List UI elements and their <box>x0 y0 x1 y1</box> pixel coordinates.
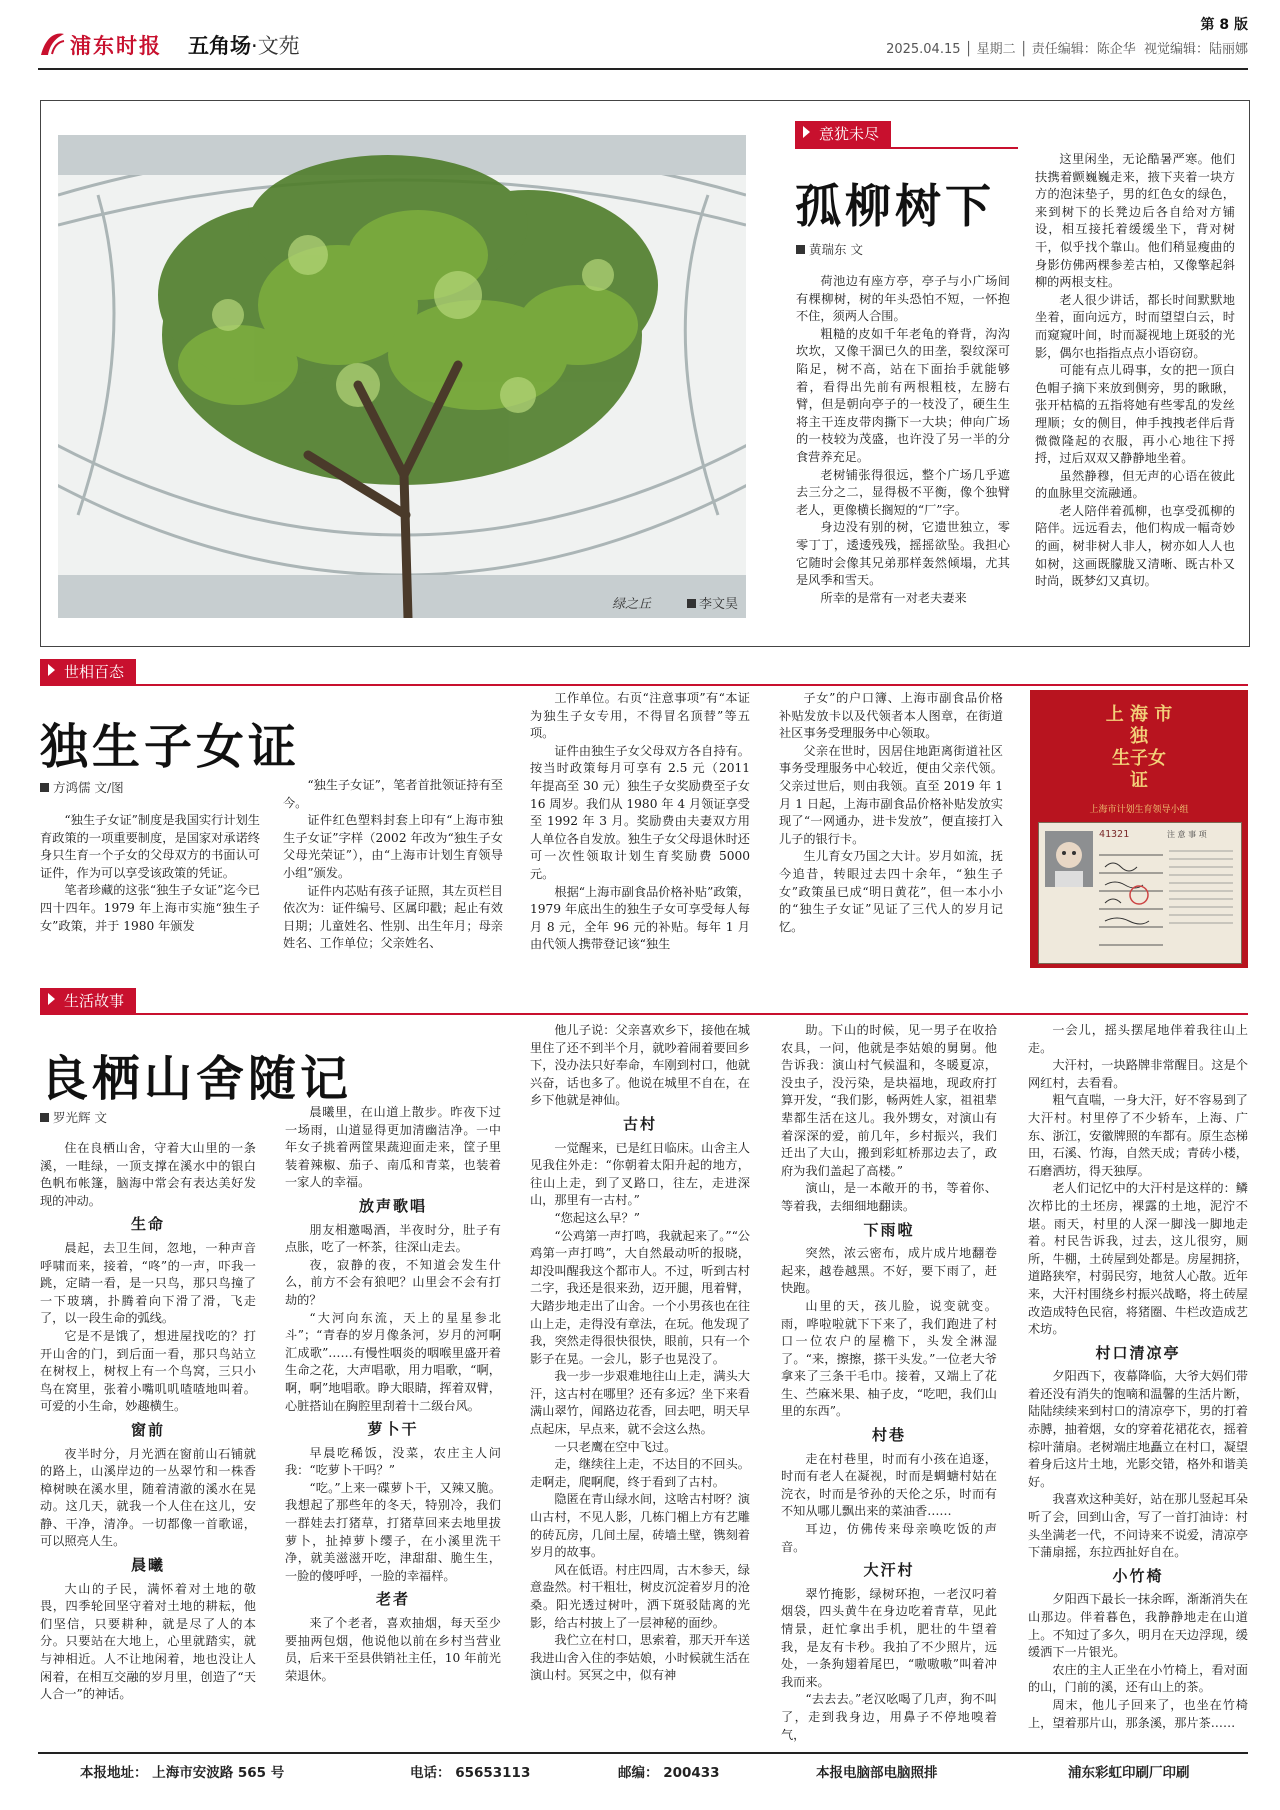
liangqi-column-5 <box>1028 1022 1248 1732</box>
photo-credit-name: 李文昊 <box>698 597 738 612</box>
paragraph: 翠竹掩影，绿树环抱，一老汉叼着烟袋，四头黄牛在身边吃着青草，见此情景，赶忙拿出手机，肥壮的牛望着我，是友有卡秒。我拍了不少照片，远处，一条狗翅着尾巴，“嗷嗷嗷”叫着冲我而来。 <box>781 1586 997 1689</box>
willow-column-2 <box>1035 151 1235 591</box>
subheading: 下雨啦 <box>863 1220 915 1239</box>
paragraph: 笔者珍藏的这张“独生子女证”迄今已四十四年。1979 年上海市实施“独生子女”政策，并于 1980 年颁发 <box>40 883 260 933</box>
byline-text-2: 方鸿儒 文/图 <box>53 780 124 795</box>
cert-column-2 <box>283 777 503 953</box>
paragraph: 隐匿在青山绿水间，这啥古村呀？演山古村，不见人影，几栋门楣上方有艺雕的砖瓦房，几间土屋，砖墙土壁，镌刻着岁月的故事。 <box>530 1492 750 1560</box>
tag-rule-3 <box>40 1013 1248 1015</box>
subheading: 古村 <box>622 1114 657 1133</box>
paragraph: 来了个老者，喜欢抽烟，每天至少要抽两包烟，他说他以前在乡村当营业员，后来干至县供销社主任，10 年前光荣退休。 <box>285 1616 501 1683</box>
paragraph: “独生子女证”，笔者首批领证持有至今。 <box>283 778 503 810</box>
section-separator: · <box>251 34 258 58</box>
paragraph: 一只老鹰在空中飞过。 <box>554 1439 677 1454</box>
paragraph: 根据“上海市副食品价格补贴”政策，1979 年底出生的独生子女可享受每人每月 8 元，全年 96 元的补贴。每年 1 月由代领人携带登记该“独生 <box>530 884 750 952</box>
cert-inner-title: 注 意 事 项 <box>1167 830 1207 839</box>
paragraph: 老人很少讲话，都长时间默默地坐着，面向远方，时而望望白云，时而窥窥叶间，时而凝视地上斑驳的光影，偶尔也指指点点小语窃窃。 <box>1035 292 1235 360</box>
paragraph: 一觉醒来，已是红日临床。山舍主人见我住外走：“你朝着太阳升起的地方，往山上走，到了叉路口，往左，走进深山，那里有一古村。” <box>530 1140 750 1208</box>
subheading: 晨曦 <box>130 1556 165 1575</box>
cert-cover-line4: 证 <box>1130 770 1148 791</box>
section-name <box>188 30 300 60</box>
paragraph: 走在村巷里，时而有小孩在追逐，时而有老人在凝视，时而是蜩螗村姑在浣衣，时而是爷孙的天伦之乐，时而有不知从哪儿飘出来的菜油香…… <box>781 1451 997 1519</box>
paragraph: 走，继续往上走，不达目的不回头。走啊走，爬啊爬，终于看到了古村。 <box>530 1457 750 1489</box>
newspaper-name: 浦东时报 <box>70 33 162 58</box>
cert-column-4 <box>779 690 1003 936</box>
paragraph: 我伫立在村口，思索着，那天开车送我进山舍入住的李姑娘，小时候就生活在演山村。冥冥之中，似有神 <box>530 1633 750 1683</box>
photo-credit <box>687 593 738 612</box>
paragraph: “大河向东流，天上的星星参北斗”；“青春的岁月像条河，岁月的河啊汇成歌”……有慢性咽炎的咽喉里盛开着生命之花，大声唱歌，用力唱歌，“啊，啊，啊”地唱歌。睁大眼睛，挥着双臂，心脏搭讪在胸腔里刮着十二级台风。 <box>285 1310 501 1413</box>
masthead <box>38 17 1248 68</box>
paragraph: 夕阳西下最长一抹余晖，渐渐消失在山那边。伴着暮色，我静静地走在山道上。不知过了多久，明月在天边浮现，缓缓洒下一片银光。 <box>1028 1592 1248 1660</box>
byline-fang <box>40 778 124 796</box>
visual-editor-credit: 视觉编辑：陆丽娜 <box>1143 42 1248 57</box>
paragraph: 父亲在世时，因居住地距离街道社区事务受理服务中心较近，便由父亲代领。父亲过世后，则由我领。直至 2019 年 1 月 1 日起，上海市副食品价格补贴发放实现了“一网通办，进卡发放”，便直接打入儿子的银行卡。 <box>779 743 1003 846</box>
willow-column-1 <box>796 273 1010 607</box>
cert-cover-line2: 独 <box>1130 726 1148 747</box>
editor-credit: 责任编辑：陈企华 <box>1031 42 1136 57</box>
paragraph: 朋友相邀喝酒，半夜时分，肚子有点胀，吃了一杯茶，往深山走去。 <box>285 1222 501 1255</box>
page-number: 第 8 版 <box>1200 17 1248 33</box>
cert-number: 41321 <box>1099 829 1130 840</box>
article-title-only-child: 独生子女证 <box>40 719 301 775</box>
paragraph: “公鸡第一声打鸣，我就起来了。”“公鸡第一声打鸣”，大自然最动听的报晓，却没叫醒我这个都市人。不过，听到古村二字，我还是很来劲，迈开腿，甩着臂，大踏步地走出了山舍。一个小男孩也在往山上走，走得没有章法，在玩。他发现了我，突然走得很快很快，眼前，只有一个影子在晃。一会儿，影子也晃没了。 <box>530 1228 750 1366</box>
paragraph: 夜半时分，月光洒在窗前山石铺就的路上，山溪岸边的一丛翠竹和一株香樟树映在溪水里，随着清澈的溪水在晃动。这几天，就我一个人住在这儿，安静、干净，清净。一切都像一首歌谣，可以照亮人生。 <box>40 1446 256 1549</box>
footer-rule <box>38 1752 1248 1754</box>
paragraph: “吃。”上来一碟萝卜干，又辣又脆。我想起了那些年的冬天，特别冷，我们一群娃去打猪草，打猪草回来去地里拔萝卜，扯掉萝卜缨子，在小溪里洗干净，就美滋滋开吃，津甜甜、脆生生，一脸的傻呼呼，一脸的幸福样。 <box>285 1480 501 1583</box>
liangqi-column-1 <box>40 1140 256 1704</box>
subsection-label: 文苑 <box>257 34 300 58</box>
paragraph: 粗糙的皮如千年老龟的脊背，沟沟坎坎，又像干涸已久的田垄，裂纹深可陷足，树不高，站在下面抬手就能够着，看得出先前有两根粗枝，左膀右臂，但是朝向亭子的一枝没了，硬生生将主干连皮带肉撕下一大块；伸向广场的一枝较为茂盛，也许没了另一半的分食营养充足。 <box>796 326 1010 464</box>
byline-text-3: 罗光辉 文 <box>53 1110 107 1125</box>
paragraph: 一会儿，摇头摆尾地伴着我往山上走。 <box>1028 1023 1248 1055</box>
paragraph: 大山的子民，满怀着对土地的敬畏，四季轮回坚守着对土地的耕耘，他们坚信，只要耕种，就是尽了人的本分。只要站在大地上，心里就踏实，就与神相近。人不让地闲着，地也没让人闲着，在相互交融的岁月里，创造了“天人合一”的神话。 <box>40 1581 256 1702</box>
subheading: 小竹椅 <box>1112 1566 1164 1585</box>
paragraph: 他儿子说：父亲喜欢乡下，接他在城里住了还不到半个月，就吵着闹着要回乡下，没办法只好奉命，车刚到村口，他就兴奋，话也多了。他说在城里不自在，在乡下他就是神仙。 <box>530 1023 750 1108</box>
liangqi-column-4 <box>781 1022 997 1744</box>
footer <box>38 1761 1248 1783</box>
subheading: 萝卜干 <box>367 1420 419 1439</box>
issue-weekday: 星期二 <box>976 42 1016 57</box>
header-rule <box>38 68 1248 70</box>
child-photo <box>1045 831 1093 887</box>
liangqi-column-3 <box>530 1022 750 1685</box>
paragraph: 工作单位。右页“注意事项”有“本证为独生子女专用，不得冒名顶替”等五项。 <box>530 691 750 741</box>
paragraph: “去去去。”老汉吆喝了几声，狗不叫了，走到我身边，用鼻子不停地嗅着气， <box>781 1692 997 1742</box>
paragraph: 生儿育女乃国之大计。岁月如流，抚今追昔，转眼过去四十余年，“独生子女”政策虽已成“明日黄花”，但一本小小的“独生子女证”见证了三代人的岁月记忆。 <box>779 849 1003 934</box>
byline-luo <box>40 1108 107 1126</box>
footer-phone: 电话： 65653113 <box>410 1765 531 1781</box>
paragraph: “您起这么早？” <box>554 1210 640 1225</box>
paragraph: 大汗村，一块路牌非常醒目。这是个网红村，去看看。 <box>1028 1058 1248 1090</box>
paragraph: 住在良栖山舍，守着大山里的一条溪，一畦绿，一顶支撑在溪水中的银白色帆布帐篷，脑海中常会有表达美好发现的冲动。 <box>40 1141 256 1208</box>
paragraph: 夕阳西下，夜幕降临，大爷大妈们带着还没有消失的饱嘀和温馨的生活片断，陆陆续续来到村口的清凉亭下，男的打着赤膊，抽着烟，女的穿着花裙花衣，摇着棕叶蒲扇。老树端庄地矗立在村口，凝望着身后这片土地，光影交错，格外和谐美好。 <box>1028 1369 1248 1489</box>
cert-inner-page <box>1038 822 1242 964</box>
certificate-photo <box>1030 690 1248 968</box>
liangqi-column-2 <box>285 1104 501 1685</box>
issue-date: 2025.04.15 <box>886 42 961 57</box>
issue-info: 2025.04.15 │ 星期二 │ 责任编辑：陈企华 视觉编辑：陆丽娜 <box>886 42 1248 57</box>
paragraph: 夜，寂静的夜，不知道会发生什么，前方不会有狼吧？山里会不会有打劫的？ <box>285 1257 501 1307</box>
paragraph: 证件内芯贴有孩子证照，其左页栏目依次为：证件编号、区属印戳；起止有效日期；儿童姓名、性别、出生年月；母亲姓名、工作单位；父亲姓名、 <box>283 883 503 951</box>
paragraph: 老树铺张得很远，整个广场几乎遮去三分之二，显得极不平衡，像个独臂老人，更像横长搁短的“厂”字。 <box>796 467 1010 517</box>
paragraph: 晨曦里，在山道上散步。昨夜下过一场雨，山道显得更加清幽洁净。一中年女子挑着两筐果蔬迎面走来，筐子里装着辣椒、茄子、南瓜和青菜，也装着一家人的幸福。 <box>285 1105 501 1190</box>
subheading: 村巷 <box>871 1426 906 1445</box>
paragraph: 周末，他儿子回来了，也坐在竹椅上，望着那片山，那条溪，那片茶…… <box>1028 1697 1248 1730</box>
paragraph: 耳边，仿佛传来母亲唤吃饭的声音。 <box>781 1522 997 1554</box>
paragraph: 老人陪伴着孤柳，也享受孤柳的陪伴。远远看去，他们构成一幅奇妙的画，树非树人非人，树亦如人人也如树，这画既朦胧又清晰、既古朴又时尚，既梦幻又真切。 <box>1035 503 1235 589</box>
paragraph: 证件由独生子女父母双方各自持有。按当时政策每月可享有 2.5 元（2011 年提高至 30 元）独生子女奖励费至子女 16 周岁。我们从 1980 年 4 月领证享受至 1992 年 3 月。奖励费由夫妻双方用人单位各自发放。独生子女父母退休时还可一次性领取计划生育奖励费 5000 元。 <box>530 743 750 881</box>
cert-notes-lines <box>1169 843 1235 955</box>
cert-cover-line3: 生子女 <box>1112 748 1166 769</box>
section-tag-yiyouweijin: 意犹未尽 <box>795 121 891 147</box>
section-tag-shenghuogushi: 生活故事 <box>40 988 136 1014</box>
paragraph: 这里闲坐，无论酷暑严寒。他们扶携着颤巍巍走来，掖下夹着一块方方的泡沫垫子，男的红色女的绿色，来到树下的长凳边后各自给对方铺设，相互接托着缓缓坐下，背对树干，似乎找个靠山。他们稍显瘦曲的身影仿佛两棵参差古柏，又像擎起斜柳的两根支柱。 <box>1035 152 1235 290</box>
paragraph: 粗气直喘，一身大汗，好不容易到了大汗村。村里停了不少轿车，上海、广东、浙江，安徽牌照的车都有。原生态梯田，石溪、竹海，自然天成；青砖小楼，石磨洒坊，得天独厚。 <box>1028 1093 1248 1178</box>
paragraph: “独生子女证”制度是我国实行计划生育政策的一项重要制度，是国家对承诺终身只生育一个子女的父母双方的书面认可证件，作为可以享受该政策的凭证。 <box>40 813 260 880</box>
cert-handwriting <box>1099 845 1163 955</box>
paragraph: 我一步一步艰难地往山上走，满头大汗，这古村在哪里？还有多远？坐下来看满山翠竹，闻路边花香，回去吧，明天早点起床，早点来，就不会这么热。 <box>530 1369 750 1437</box>
paragraph: 风在低语。村庄四周，古木参天，绿意盎然。村干粗壮，树皮沉淀着岁月的沧桑。阳光透过树叶，洒下斑驳陆离的光影，给古村披上了一层神秘的面纱。 <box>530 1562 750 1630</box>
paragraph: 晨起，去卫生间，忽地，一种声音呼啸而来，接着，“咚”的一声，吓我一跳，定睛一看，是一只鸟，那只鸟撞了一下玻璃，扑腾着向下滑了滑，飞走了，以一段生命的弧线。 <box>40 1240 256 1326</box>
subheading: 大汗村 <box>863 1561 915 1580</box>
subheading: 放声歌唱 <box>358 1196 427 1215</box>
tag-rule <box>795 147 1018 149</box>
section-label: 五角场 <box>188 34 251 58</box>
paragraph: 身边没有别的树，它遗世独立，零零丁丁，逶逶残残，摇摇欲坠。我担心它随时会像其兄弟那样轰然倾塌，尤其是风季和雪天。 <box>796 520 1010 588</box>
paragraph: 子女”的户口簿、上海市副食品价格补贴发放卡以及代领者本人图章，在街道社区事务受理服务中心领取。 <box>779 691 1003 741</box>
paragraph: 农庄的主人正坐在小竹椅上，看对面的山，门前的溪，还有山上的茶。 <box>1028 1662 1248 1695</box>
paragraph: 我喜欢这种美好，站在那儿竖起耳朵听了会，回到山舍，写了一首打油诗：村头坐满老一代，不问诗来不说爱，清凉亭下蒲扇摇，东拉西扯好自在。 <box>1028 1492 1248 1560</box>
section-tag-shixiangbaitai: 世相百态 <box>40 659 136 685</box>
tag-rule-2 <box>40 684 1248 686</box>
newspaper-logo-icon <box>38 30 66 58</box>
footer-typeset: 本报电脑部电脑照排 <box>816 1765 938 1781</box>
paragraph: 证件红色塑料封套上印有“上海市独生子女证”字样（2002 年改为“独生子女父母光荣证”），由“上海市计划生育领导小组”颁发。 <box>283 813 503 880</box>
article-title-liangqi: 良栖山舍随记 <box>40 1051 353 1107</box>
cert-cover-text <box>1030 704 1248 792</box>
subheading: 村口清凉亭 <box>1095 1343 1181 1362</box>
byline-huang <box>796 240 863 258</box>
paragraph: 所幸的是常有一对老夫妻来 <box>820 590 967 605</box>
cert-cover-footer: 上海市计划生育领导小组 <box>1089 805 1189 815</box>
footer-postcode: 邮编： 200433 <box>618 1765 720 1781</box>
paragraph: 它是不是饿了，想进屋找吃的？打开山舍的门，到后面一看，那只鸟站立在树杈上，树杈上有一个鸟窝，三只小鸟在窝里，张着小嘴叽叽喳喳地叫着。可爱的小生命，妙趣横生。 <box>40 1328 256 1414</box>
byline-text: 黄瑞东 文 <box>809 242 863 257</box>
willow-photo-svg <box>58 135 746 618</box>
paragraph: 突然，浓云密布，成片成片地翻卷起来，越卷越黑。不好，要下雨了，赶快跑。 <box>781 1246 997 1296</box>
subheading: 窗前 <box>130 1420 165 1439</box>
paragraph: 荷池边有座方亭，亭子与小广场间有棵柳树，树的年头恐怕不短，一怀抱不住，须两人合围。 <box>796 274 1010 324</box>
photo-caption-handwritten: 绿之丘 <box>611 597 651 612</box>
paragraph: 助。下山的时候，见一男子在收拾农具，一问，他就是李姑娘的舅舅。他告诉我：演山村气候温和，冬暖夏凉，没虫子，没污染，是块福地，现政府打算开发，“我们影，畅两姓人家，祖祖辈辈都生活在这儿。我外甥女，对演山有着深深的爱，前几年，乡村振兴，我们迁出了大山，搬到彩虹桥那边去了，政府为我们盖起了高楼。” <box>781 1023 997 1178</box>
footer-printer: 浦东彩虹印刷厂印刷 <box>1068 1765 1190 1781</box>
paragraph: 山里的天，孩儿脸，说变就变。雨，哗啦啦就下下来了，我们跑进了村口一位农户的屋檐下，头发全淋湿了。“来，擦擦，搽干头发。”一位老大爷拿来了三条干毛巾。接着，又端上了花生、苎麻米果、柚子皮，“吃吧，我们山里的东西”。 <box>781 1298 997 1419</box>
subheading: 老者 <box>375 1590 410 1609</box>
paragraph: 演山，是一本敞开的书，等着你、等着我，去细细地翻读。 <box>781 1181 997 1213</box>
footer-address: 本报地址： 上海市安波路 565 号 <box>80 1765 285 1781</box>
paragraph: 虽然静穆，但无声的心语在彼此的血脉里交流融通。 <box>1035 468 1235 501</box>
willow-photo <box>58 135 746 618</box>
paragraph: 老人们记忆中的大汗村是这样的：鳞次栉比的土坯房，裸露的土地，泥泞不堪。雨天，村里的人深一脚浅一脚地走着。村民告诉我，过去，这儿很穷，厕所，牛棚，土砖屋到处都是。房屋拥挤，道路狭窄，村弱民穷，地贫人心散。近年来，大汗村围绕乡村振兴战略，将土砖屋改造成特色民宿，将猪圈、牛栏改造成艺术坊。 <box>1028 1181 1248 1337</box>
article-title-lonely-willow: 孤柳树下 <box>795 179 995 233</box>
subheading: 生命 <box>130 1215 165 1234</box>
paragraph: 可能有点儿碍事，女的把一顶白色帽子摘下来放到侧旁，男的瞅瞅，张开枯槁的五指将她有些零乱的发丝理顺；女的侧目，伸手拽拽老伴后背微微隆起的衣服，再小心地往下捋捋，过后双双又静静地坐着。 <box>1035 363 1235 466</box>
cert-column-3 <box>530 690 750 954</box>
cert-cover-line1: 上 海 市 <box>1105 704 1173 725</box>
cert-column-1 <box>40 812 260 935</box>
paragraph: 早晨吃稀饭，没菜，农庄主人问我：“吃萝卜干吗？” <box>285 1445 501 1478</box>
